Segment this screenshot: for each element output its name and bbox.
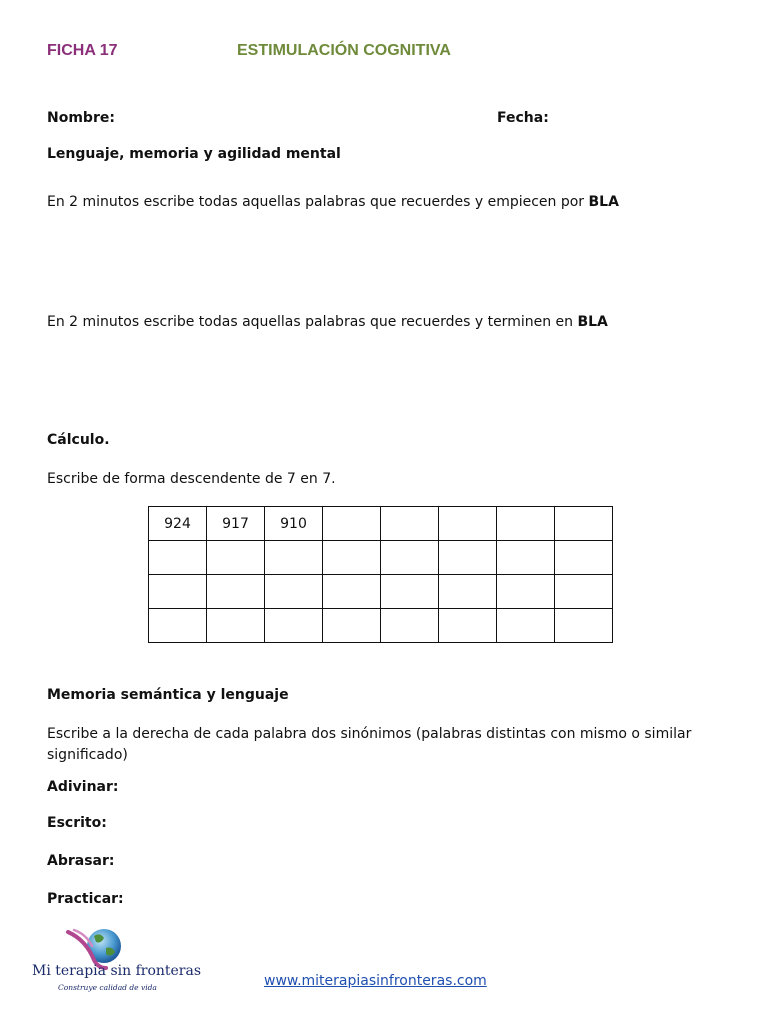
ficha-label: FICHA 17 bbox=[47, 42, 118, 59]
grid-cell bbox=[207, 575, 265, 609]
grid-row bbox=[149, 609, 613, 643]
grid-cell bbox=[149, 609, 207, 643]
grid-cell bbox=[497, 507, 555, 541]
section-lenguaje-heading: Lenguaje, memoria y agilidad mental bbox=[47, 146, 341, 162]
grid-cell bbox=[497, 609, 555, 643]
semantica-instruction-line1: Escribe a la derecha de cada palabra dos sinónimos (palabras distintas con mismo o similar bbox=[47, 726, 692, 742]
calculation-grid bbox=[148, 506, 613, 643]
word-abrasar: Abrasar: bbox=[47, 853, 115, 869]
section-calculo-heading: Cálculo. bbox=[47, 432, 110, 448]
word-adivinar: Adivinar: bbox=[47, 779, 119, 795]
grid-cell bbox=[265, 575, 323, 609]
grid-cell bbox=[497, 575, 555, 609]
task-empiecen-instruction: En 2 minutos escribe todas aquellas palabras que recuerdes y empiecen por bbox=[47, 194, 589, 210]
calculo-instruction: Escribe de forma descendente de 7 en 7. bbox=[47, 471, 336, 487]
task-terminen-syllable: BLA bbox=[577, 314, 608, 330]
task-empiecen-syllable: BLA bbox=[588, 194, 619, 210]
grid-cell bbox=[555, 507, 613, 541]
task-empiecen-text bbox=[47, 194, 619, 210]
grid-cell bbox=[439, 575, 497, 609]
logo-text: Mi terapia sin fronteras bbox=[32, 963, 202, 979]
grid-row bbox=[149, 507, 613, 541]
grid-cell bbox=[555, 575, 613, 609]
grid-cell bbox=[323, 541, 381, 575]
section-semantica-heading: Memoria semántica y lenguaje bbox=[47, 687, 289, 703]
grid-cell bbox=[381, 507, 439, 541]
grid-cell: 924 bbox=[149, 507, 207, 541]
grid-cell bbox=[207, 609, 265, 643]
grid-cell bbox=[439, 541, 497, 575]
grid-cell bbox=[439, 609, 497, 643]
semantica-instruction-line2: significado) bbox=[47, 747, 128, 763]
grid-cell bbox=[207, 541, 265, 575]
website-link[interactable]: www.miterapiasinfronteras.com bbox=[264, 973, 487, 989]
task-terminen-text bbox=[47, 314, 608, 330]
grid-cell bbox=[149, 575, 207, 609]
grid-cell bbox=[265, 541, 323, 575]
grid-row bbox=[149, 575, 613, 609]
logo-subtitle: Construye calidad de vida bbox=[58, 983, 157, 992]
task-terminen-instruction: En 2 minutos escribe todas aquellas palabras que recuerdes y terminen en bbox=[47, 314, 578, 330]
grid-cell bbox=[439, 507, 497, 541]
grid-cell bbox=[555, 609, 613, 643]
word-escrito: Escrito: bbox=[47, 815, 107, 831]
nombre-label: Nombre: bbox=[47, 110, 115, 126]
grid-cell bbox=[381, 575, 439, 609]
grid-row bbox=[149, 541, 613, 575]
grid-cell bbox=[149, 541, 207, 575]
grid-cell bbox=[381, 609, 439, 643]
grid-cell bbox=[381, 541, 439, 575]
grid-cell: 917 bbox=[207, 507, 265, 541]
grid-cell bbox=[497, 541, 555, 575]
grid-cell bbox=[323, 575, 381, 609]
grid-cell: 910 bbox=[265, 507, 323, 541]
grid-cell bbox=[555, 541, 613, 575]
fecha-label: Fecha: bbox=[497, 110, 549, 126]
grid-cell bbox=[323, 609, 381, 643]
grid-cell bbox=[323, 507, 381, 541]
page-title: ESTIMULACIÓN COGNITIVA bbox=[237, 42, 451, 59]
word-practicar: Practicar: bbox=[47, 891, 124, 907]
grid-cell bbox=[265, 609, 323, 643]
